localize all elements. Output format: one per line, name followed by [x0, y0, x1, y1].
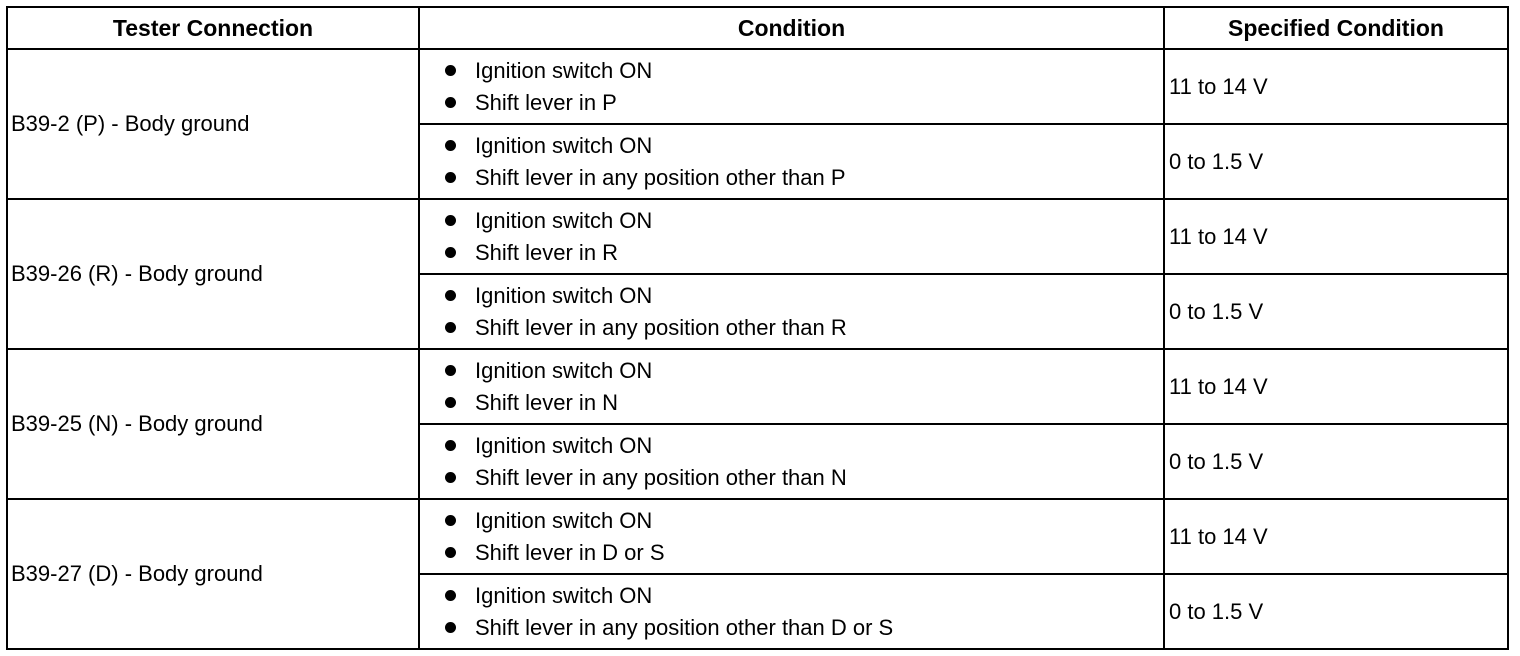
bullet-icon [445, 215, 456, 226]
condition-cell [419, 499, 1164, 574]
specified-condition-cell: 11 to 14 V [1164, 49, 1508, 124]
condition-text: Shift lever in P [475, 89, 617, 115]
condition-cell [419, 49, 1164, 124]
condition-cell [419, 349, 1164, 424]
condition-text: Ignition switch ON [475, 582, 653, 608]
condition-text: Ignition switch ON [475, 432, 653, 458]
condition-item [445, 462, 1163, 494]
condition-item [445, 162, 1163, 194]
tester-connection-cell: B39-27 (D) - Body ground [7, 499, 419, 649]
condition-item [445, 312, 1163, 344]
specified-condition-cell: 0 to 1.5 V [1164, 424, 1508, 499]
bullet-icon [445, 140, 456, 151]
table-row [7, 349, 1508, 424]
condition-text: Shift lever in D or S [475, 539, 665, 565]
table-row [7, 499, 1508, 574]
condition-cell [419, 199, 1164, 274]
condition-text: Shift lever in N [475, 389, 619, 415]
tester-connection-cell: B39-2 (P) - Body ground [7, 49, 419, 199]
condition-text: Ignition switch ON [475, 57, 653, 83]
specified-condition-cell: 0 to 1.5 V [1164, 574, 1508, 649]
bullet-icon [445, 590, 456, 601]
bullet-icon [445, 365, 456, 376]
condition-item [445, 237, 1163, 269]
condition-item [445, 280, 1163, 312]
bullet-icon [445, 515, 456, 526]
condition-item [445, 130, 1163, 162]
bullet-icon [445, 397, 456, 408]
condition-item [445, 505, 1163, 537]
condition-cell [419, 274, 1164, 349]
header-condition: Condition [419, 7, 1164, 49]
condition-cell [419, 124, 1164, 199]
tester-connection-cell: B39-26 (R) - Body ground [7, 199, 419, 349]
bullet-icon [445, 172, 456, 183]
condition-text: Shift lever in any position other than P [475, 164, 846, 190]
bullet-icon [445, 440, 456, 451]
bullet-icon [445, 322, 456, 333]
condition-text: Shift lever in any position other than N [475, 464, 847, 490]
tester-connection-cell: B39-25 (N) - Body ground [7, 349, 419, 499]
bullet-icon [445, 622, 456, 633]
condition-cell [419, 424, 1164, 499]
specified-condition-cell: 11 to 14 V [1164, 499, 1508, 574]
condition-cell [419, 574, 1164, 649]
condition-item [445, 355, 1163, 387]
condition-text: Ignition switch ON [475, 357, 653, 383]
bullet-icon [445, 97, 456, 108]
spec-table [6, 6, 1509, 650]
bullet-icon [445, 547, 456, 558]
header-row [7, 7, 1508, 49]
header-specified-condition: Specified Condition [1164, 7, 1508, 49]
bullet-icon [445, 247, 456, 258]
specified-condition-cell: 11 to 14 V [1164, 199, 1508, 274]
condition-item [445, 387, 1163, 419]
condition-text: Ignition switch ON [475, 282, 653, 308]
table-row [7, 49, 1508, 124]
table-row [7, 199, 1508, 274]
condition-text: Ignition switch ON [475, 507, 653, 533]
condition-item [445, 430, 1163, 462]
bullet-icon [445, 290, 456, 301]
condition-text: Ignition switch ON [475, 207, 653, 233]
condition-text: Shift lever in any position other than D or S [475, 614, 894, 640]
condition-item [445, 205, 1163, 237]
specified-condition-cell: 0 to 1.5 V [1164, 124, 1508, 199]
specified-condition-cell: 0 to 1.5 V [1164, 274, 1508, 349]
condition-item [445, 87, 1163, 119]
condition-text: Shift lever in R [475, 239, 619, 265]
bullet-icon [445, 65, 456, 76]
condition-item [445, 55, 1163, 87]
condition-item [445, 537, 1163, 569]
condition-item [445, 612, 1163, 644]
condition-text: Shift lever in any position other than R [475, 314, 847, 340]
condition-item [445, 580, 1163, 612]
condition-text: Ignition switch ON [475, 132, 653, 158]
header-tester-connection: Tester Connection [7, 7, 419, 49]
bullet-icon [445, 472, 456, 483]
specified-condition-cell: 11 to 14 V [1164, 349, 1508, 424]
